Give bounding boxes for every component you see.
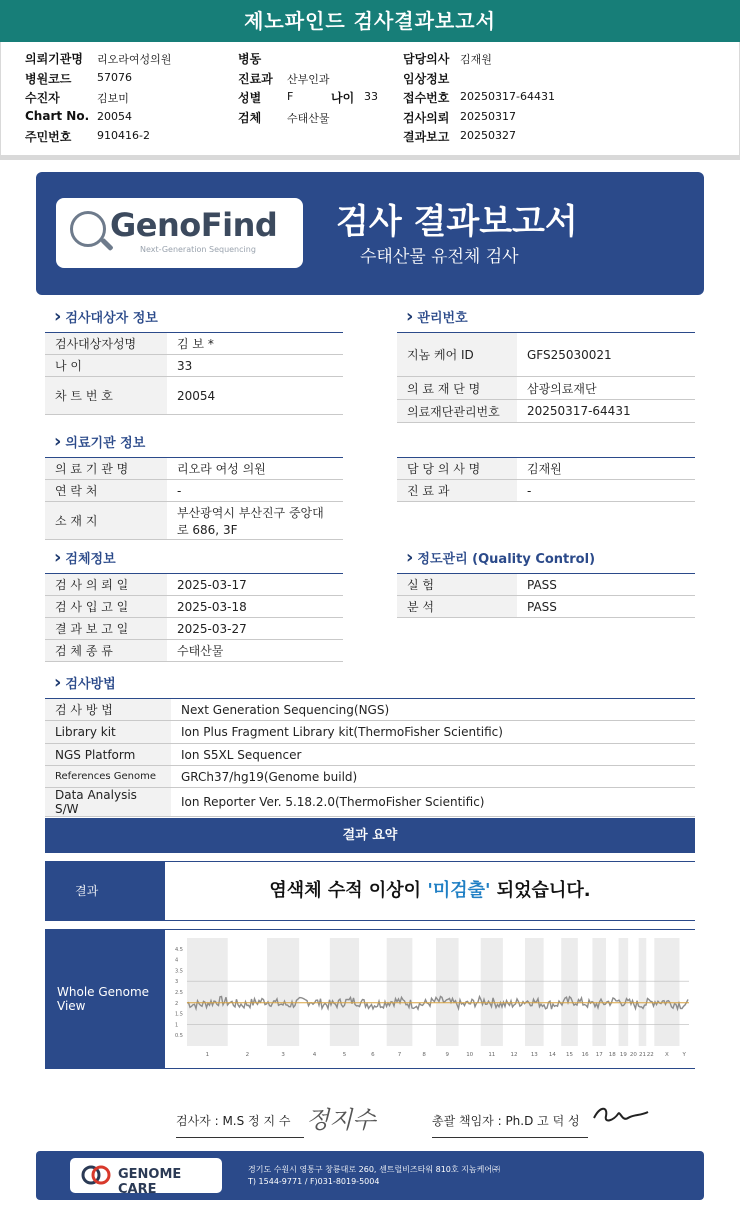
row-value: 2025-03-17 — [167, 574, 343, 596]
row-key: 의 료 기 관 명 — [45, 458, 167, 480]
x-tick-label: 22 — [646, 1052, 654, 1058]
footer — [36, 1151, 704, 1200]
table-row — [397, 400, 695, 423]
row-value: Ion Plus Fragment Library kit(ThermoFisher Scientific) — [171, 721, 695, 744]
x-tick-label: 7 — [397, 1052, 402, 1058]
chief-label: 총괄 책임자 : Ph.D 고 덕 성 — [432, 1114, 580, 1128]
chromosome-band — [330, 938, 359, 1046]
table-row — [397, 574, 695, 596]
row-value: 삼광의료재단 — [517, 377, 695, 400]
header-value: 산부인과 — [287, 73, 330, 86]
patient-header — [0, 42, 740, 160]
chromosome-band — [267, 938, 299, 1046]
row-value: 20054 — [167, 377, 343, 415]
header-key: 병동 — [238, 52, 262, 66]
table-row — [45, 766, 695, 788]
banner-subtitle: 수태산물 유전체 검사 — [360, 247, 519, 267]
row-value: PASS — [517, 596, 695, 618]
header-key: 의뢰기관명 — [25, 52, 83, 66]
chromosome-band — [387, 938, 413, 1046]
genome-care-text: GENOME CARE — [118, 1167, 182, 1197]
x-tick-label: 5 — [342, 1052, 347, 1058]
row-value: 리오라 여성 의원 — [167, 458, 343, 480]
header-key: 검사의뢰 — [403, 111, 450, 125]
row-value: 부산광역시 부산진구 중앙대로 686, 3F — [167, 502, 343, 540]
header-key: 담당의사 — [403, 52, 450, 66]
row-key: 의 료 재 단 명 — [397, 377, 517, 400]
x-tick-label: Y — [682, 1052, 686, 1058]
row-key: 차 트 번 호 — [45, 377, 167, 415]
x-tick-label: 8 — [422, 1052, 426, 1058]
table-row — [45, 699, 695, 721]
x-tick-label: 13 — [530, 1052, 538, 1058]
chromosome-band — [619, 938, 629, 1046]
x-tick-label: 6 — [371, 1052, 375, 1058]
row-key: 소 재 지 — [45, 502, 167, 540]
summary-header: 결과 요약 — [45, 818, 695, 853]
section-mgmt: › 관리번호 — [406, 306, 468, 327]
header-key: 접수번호 — [403, 91, 450, 105]
row-value: Ion Reporter Ver. 5.18.2.0(ThermoFisher Scientific) — [171, 788, 695, 817]
genofind-logo — [56, 198, 303, 268]
row-value: - — [167, 480, 343, 502]
row-key: 진 료 과 — [397, 480, 517, 502]
subject-table — [45, 332, 343, 415]
x-tick-label: 4 — [312, 1052, 317, 1058]
x-tick-label: 1 — [205, 1052, 210, 1058]
row-value: 김재원 — [517, 458, 695, 480]
whole-genome-chart — [165, 930, 695, 1068]
header-key: 병원코드 — [25, 72, 72, 86]
row-key: 검 사 입 고 일 — [45, 596, 167, 618]
row-key: 검사대상자성명 — [45, 333, 167, 355]
logo-subtext: Next-Generation Sequencing — [140, 245, 256, 254]
y-tick-label: 4.5 — [175, 946, 183, 953]
chromosome-band — [639, 938, 647, 1046]
section-method: › 검사방법 — [54, 672, 116, 693]
x-tick-label: 17 — [595, 1052, 603, 1058]
table-row — [397, 596, 695, 618]
section-specimen: › 검체정보 — [54, 547, 116, 568]
chromosome-band — [592, 938, 606, 1046]
tester-signature: 정지수 — [306, 1106, 376, 1134]
table-row — [45, 355, 343, 377]
report-banner — [36, 172, 704, 295]
table-row — [45, 596, 343, 618]
table-row — [45, 721, 695, 744]
row-value: - — [517, 480, 695, 502]
row-value: 수태산물 — [167, 640, 343, 662]
x-tick-label: 12 — [510, 1052, 518, 1058]
x-tick-label: 9 — [445, 1052, 450, 1058]
chromosome-band — [525, 938, 544, 1046]
x-tick-label: 14 — [548, 1052, 556, 1058]
row-key: 의료재단관리번호 — [397, 400, 517, 423]
row-key: 결 과 보 고 일 — [45, 618, 167, 640]
row-key: 연 락 처 — [45, 480, 167, 502]
table-row — [397, 458, 695, 480]
row-key: 나 이 — [45, 355, 167, 377]
logo-text: GenoFind — [110, 206, 278, 244]
header-value: 수태산물 — [287, 112, 330, 125]
x-tick-label: 2 — [245, 1052, 250, 1058]
table-row — [397, 333, 695, 377]
chromosome-band — [654, 938, 679, 1046]
result-value: 염색체 수적 이상이 '미검출' 되었습니다. — [165, 861, 695, 921]
header-value: 김보미 — [97, 92, 129, 105]
institution-table — [45, 457, 343, 540]
x-tick-label: 15 — [566, 1052, 574, 1058]
table-row — [397, 377, 695, 400]
table-row — [45, 333, 343, 355]
y-tick-label: 2 — [175, 1000, 179, 1007]
row-key: 검 사 방 법 — [45, 699, 171, 721]
table-row — [45, 788, 695, 817]
row-key: Library kit — [45, 721, 171, 744]
table-row — [45, 574, 343, 596]
table-row — [45, 502, 343, 540]
banner-title: 검사 결과보고서 — [336, 202, 578, 242]
row-value: 2025-03-27 — [167, 618, 343, 640]
row-value: 김 보 * — [167, 333, 343, 355]
x-tick-label: 18 — [608, 1052, 616, 1058]
chromosome-band — [187, 938, 228, 1046]
age-value: 33 — [364, 90, 378, 103]
mgmt-table — [397, 332, 695, 423]
header-value: 20250317 — [460, 110, 516, 123]
header-value: 리오라여성의원 — [97, 53, 172, 66]
row-key: 담 당 의 사 명 — [397, 458, 517, 480]
row-value: Ion S5XL Sequencer — [171, 744, 695, 766]
x-tick-label: 11 — [488, 1052, 496, 1058]
x-tick-label: 10 — [466, 1052, 474, 1058]
header-key: 임상정보 — [403, 72, 450, 86]
row-value: PASS — [517, 574, 695, 596]
y-tick-label: 3.5 — [175, 968, 183, 975]
x-tick-label: 3 — [281, 1052, 285, 1058]
specimen-table — [45, 573, 343, 662]
row-value: 33 — [167, 355, 343, 377]
x-tick-label: 20 — [629, 1052, 637, 1058]
header-key: 결과보고 — [403, 130, 450, 144]
header-value: 57076 — [97, 71, 132, 84]
x-tick-label: X — [664, 1052, 669, 1058]
table-row — [45, 458, 343, 480]
header-value: 김재원 — [460, 53, 492, 66]
chief-signature — [590, 1100, 652, 1130]
row-key: References Genome — [45, 766, 171, 788]
header-key: Chart No. — [25, 109, 90, 123]
row-key: 검 체 종 류 — [45, 640, 167, 662]
result-label: 결과 — [45, 861, 165, 921]
table-row — [397, 480, 695, 502]
chromosome-band — [561, 938, 578, 1046]
x-tick-label: 16 — [581, 1052, 589, 1058]
x-tick-label: 19 — [619, 1052, 627, 1058]
header-key: 진료과 — [238, 72, 273, 86]
whole-genome-view — [165, 929, 695, 1069]
y-tick-label: 1 — [175, 1022, 179, 1029]
chromosome-band — [436, 938, 459, 1046]
header-value: 20250317-64431 — [460, 90, 555, 103]
row-key: 실 험 — [397, 574, 517, 596]
y-tick-label: 3 — [175, 979, 179, 986]
y-tick-label: 0.5 — [175, 1033, 183, 1040]
header-key: 주민번호 — [25, 130, 72, 144]
header-key: 검체 — [238, 111, 262, 125]
header-key: 수진자 — [25, 91, 60, 105]
tester-label: 검사자 : M.S 정 지 수 — [176, 1114, 291, 1128]
header-value: 20054 — [97, 110, 132, 123]
header-value: 20250327 — [460, 129, 516, 142]
row-value: Next Generation Sequencing(NGS) — [171, 699, 695, 721]
footer-contact: 경기도 수원시 영통구 창룡대로 260, 센트럴비즈타워 810호 지놈케어㈜ T) 1544-9771 / F)031-8019-5004 — [248, 1165, 501, 1186]
method-table — [45, 698, 695, 817]
header-value: F — [287, 90, 294, 103]
x-tick-label: 21 — [638, 1052, 646, 1058]
table-row — [45, 618, 343, 640]
row-key: NGS Platform — [45, 744, 171, 766]
age-label: 나이 — [331, 91, 355, 105]
table-row — [45, 480, 343, 502]
header-value: 910416-2 — [97, 129, 150, 142]
whole-genome-label: Whole Genome View — [45, 929, 165, 1069]
y-tick-label: 2.5 — [175, 990, 183, 996]
row-key: 분 석 — [397, 596, 517, 618]
row-key: 지놈 케어 ID — [397, 333, 517, 377]
section-subject: › 검사대상자 정보 — [54, 306, 158, 327]
genome-care-logo — [70, 1158, 222, 1197]
table-row — [45, 744, 695, 766]
qc-table — [397, 573, 695, 618]
chromosome-band — [481, 938, 503, 1046]
row-value: GRCh37/hg19(Genome build) — [171, 766, 695, 788]
table-row — [45, 377, 343, 415]
row-value: GFS25030021 — [517, 333, 695, 377]
row-key: Data Analysis S/W — [45, 788, 171, 817]
section-institution: › 의료기관 정보 — [54, 431, 145, 452]
header-key: 성별 — [238, 91, 262, 105]
row-value: 20250317-64431 — [517, 400, 695, 423]
report-title-bar: 제노파인드 검사결과보고서 — [0, 0, 740, 42]
section-qc: › 정도관리 (Quality Control) — [406, 547, 595, 568]
genome-care-icon — [80, 1164, 112, 1186]
y-tick-label: 1.5 — [175, 1011, 183, 1018]
row-value: 2025-03-18 — [167, 596, 343, 618]
doctor-table — [397, 457, 695, 502]
row-key: 검 사 의 뢰 일 — [45, 574, 167, 596]
table-row — [45, 640, 343, 662]
y-tick-label: 4 — [175, 957, 179, 964]
